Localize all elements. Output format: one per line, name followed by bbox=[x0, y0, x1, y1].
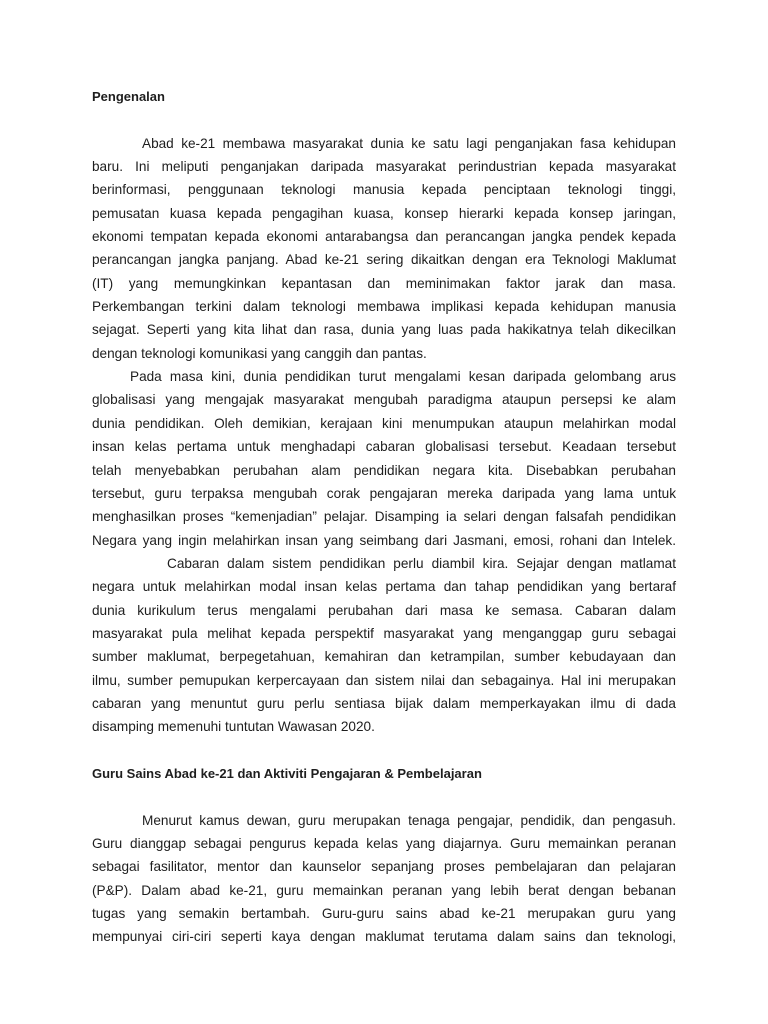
text-line: tersebut, guru terpaksa mengubah corak pengajaran mereka daripada yang lama untuk bbox=[92, 485, 676, 501]
text-line: Cabaran dalam sistem pendidikan perlu diambil kira. Sejajar dengan matlamat bbox=[167, 555, 676, 571]
text-line: tugas yang semakin bertambah. Guru-guru sains abad ke-21 merupakan guru yang bbox=[92, 906, 676, 922]
text-line: Guru dianggap sebagai pengurus kepada kelas yang diajarnya. Guru memainkan peranan bbox=[92, 836, 676, 851]
text-line: sumber maklumat, berpegetahuan, kemahiran dan ketrampilan, sumber kebudayaan dan bbox=[92, 649, 676, 665]
text-line: ilmu, sumber pemupukan kerpercayaan dan sistem nilai dan sebagainya. Hal ini merupakan bbox=[92, 672, 676, 688]
text-line: Abad ke-21 membawa masyarakat dunia ke satu lagi penganjakan fasa kehidupan bbox=[142, 135, 676, 151]
text-line: sebagai fasilitator, mentor dan kaunselor sepanjang proses pembelajaran dan pelajaran bbox=[92, 859, 676, 875]
text-line: sejagat. Seperti yang kita lihat dan rasa, dunia yang luas pada hakikatnya telah dikecilkan bbox=[92, 322, 676, 338]
text-line: Menurut kamus dewan, guru merupakan tenaga pengajar, pendidik, dan pengasuh. bbox=[142, 812, 676, 828]
text-line: dunia pendidikan. Oleh demikian, kerajaan kini menumpukan ataupun melahirkan modal bbox=[92, 415, 676, 431]
text-line: masyarakat pula melihat kepada perspektif masyarakat yang menganggap guru sebagai bbox=[92, 625, 676, 641]
paragraph-2 bbox=[92, 365, 676, 552]
text-line: dengan teknologi komunikasi yang canggih dan pantas. bbox=[92, 345, 427, 361]
text-line: telah menyebabkan perubahan alam pendidikan negara kita. Disebabkan perubahan bbox=[92, 462, 676, 478]
text-line: Perkembangan terkini dalam teknologi membawa implikasi kepada kehidupan manusia bbox=[92, 299, 676, 315]
paragraph-3 bbox=[92, 552, 676, 739]
text-line: ekonomi tempatan kepada ekonomi antarabangsa dan perancangan jangka pendek kepada bbox=[92, 229, 676, 245]
text-line: disamping memenuhi tuntutan Wawasan 2020. bbox=[92, 719, 375, 735]
text-line: (IT) yang memungkinkan kepantasan dan meminimakan faktor jarak dan masa. bbox=[92, 275, 676, 291]
text-line: menghasilkan proses “kemenjadian” pelajar. Disamping ia selari dengan falsafah pendidikan bbox=[92, 509, 676, 525]
text-line: berinformasi, penggunaan teknologi manusia kepada penciptaan teknologi tinggi, bbox=[92, 182, 676, 198]
text-line: dunia kurikulum terus mengalami perubahan dari masa ke semasa. Cabaran dalam bbox=[92, 602, 676, 618]
paragraph-1 bbox=[92, 132, 676, 365]
section-heading-guru-sains: Guru Sains Abad ke-21 dan Aktiviti Pengajaran & Pembelajaran bbox=[92, 765, 482, 781]
text-line: pemusatan kuasa kepada pengagihan kuasa, konsep hierarki kepada konsep jaringan, bbox=[92, 205, 676, 221]
text-line: globalisasi yang mengajak masyarakat mengubah paradigma ataupun persepsi ke alam bbox=[92, 392, 676, 408]
text-line: Pada masa kini, dunia pendidikan turut mengalami kesan daripada gelombang arus bbox=[130, 369, 676, 385]
text-line: perancangan jangka panjang. Abad ke-21 sering dikaitkan dengan era Teknologi Maklumat bbox=[92, 252, 676, 268]
text-line: (P&P). Dalam abad ke-21, guru memainkan peranan yang lebih berat dengan bebanan bbox=[92, 882, 676, 898]
text-line: Negara yang ingin melahirkan insan yang seimbang dari Jasmani, emosi, rohani dan Intelek. bbox=[92, 532, 676, 548]
text-line: insan kelas pertama untuk menghadapi cabaran globalisasi tersebut. Keadaan tersebut bbox=[92, 439, 676, 455]
document-body bbox=[92, 85, 676, 949]
text-line: cabaran yang menuntut guru perlu sentiasa bijak dalam memperkayakan ilmu di dada bbox=[92, 695, 676, 711]
text-line: baru. Ini meliputi penganjakan daripada masyarakat perindustrian kepada masyarakat bbox=[92, 159, 676, 175]
text-line: mempunyai ciri-ciri seperti kaya dengan maklumat terutama dalam sains dan teknologi, bbox=[92, 929, 676, 945]
section-heading-pengenalan: Pengenalan bbox=[92, 89, 165, 104]
paragraph-4 bbox=[92, 809, 676, 949]
text-line: negara untuk melahirkan modal insan kelas pertama dan tahap pendidikan yang bertaraf bbox=[92, 579, 676, 595]
